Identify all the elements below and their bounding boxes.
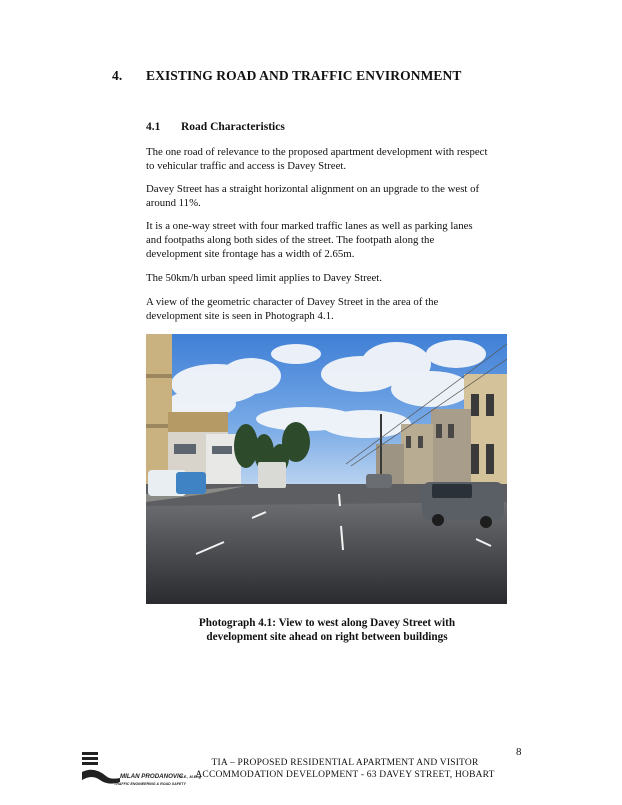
- paragraph-line: A view of the geometric character of Davey Street in the area of the: [146, 296, 439, 308]
- paragraph-line: and footpaths along both sides of the street. The footpath along the: [146, 234, 435, 246]
- footer: [190, 757, 500, 781]
- page-number: 8: [516, 746, 522, 758]
- paragraph-line: Davey Street has a straight horizontal alignment on an upgrade to the west of: [146, 183, 480, 195]
- logo-credentials: B.E., M.Eng: [180, 775, 201, 779]
- paragraph-line: around 11%.: [146, 197, 201, 209]
- paragraph-1: [146, 145, 516, 173]
- section-number: 4.: [112, 68, 123, 83]
- street-photograph: [146, 334, 507, 604]
- logo-tagline: TRAFFIC ENGINEERING & ROAD SAFETY: [114, 782, 186, 786]
- subsection-title: Road Characteristics: [181, 121, 285, 133]
- footer-line: ACCOMMODATION DEVELOPMENT - 63 DAVEY STREET, HOBART: [195, 770, 495, 780]
- paragraph-line: The one road of relevance to the proposed apartment development with respect: [146, 146, 488, 158]
- subsection-number: 4.1: [146, 121, 161, 133]
- paragraph-line: to vehicular traffic and access is Davey Street.: [146, 160, 347, 172]
- section-title: EXISTING ROAD AND TRAFFIC ENVIRONMENT: [146, 68, 462, 83]
- paragraph-5: [146, 295, 516, 323]
- logo-name: MILAN PRODANOVIC: [120, 773, 184, 780]
- paragraph-3: [146, 219, 516, 261]
- paragraph-4: [146, 271, 516, 285]
- caption-line: Photograph 4.1: View to west along Davey Street with: [198, 617, 456, 629]
- company-logo: [80, 752, 201, 792]
- paragraph-line: It is a one-way street with four marked traffic lanes as well as parking lanes: [146, 220, 473, 232]
- paragraph-line: The 50km/h urban speed limit applies to Davey Street.: [146, 272, 382, 284]
- paragraph-2: [146, 182, 516, 210]
- section-heading: [112, 68, 122, 84]
- photo-caption: [147, 616, 507, 644]
- caption-line: development site ahead on right between buildings: [206, 631, 448, 643]
- paragraph-line: development site is seen in Photograph 4.1.: [146, 310, 334, 322]
- footer-line: TIA – PROPOSED RESIDENTIAL APARTMENT AND VISITOR: [211, 758, 479, 768]
- paragraph-line: development site frontage has a width of 2.65m.: [146, 248, 355, 260]
